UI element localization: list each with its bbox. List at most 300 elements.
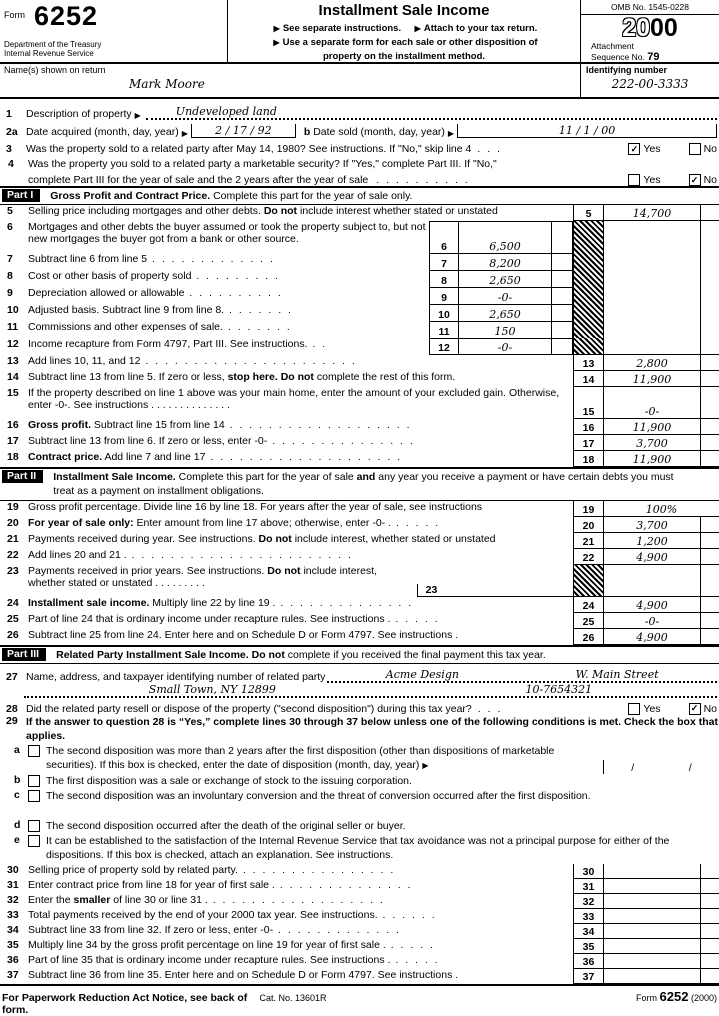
line-25-value: -0-: [644, 614, 660, 628]
attachment-label: Attachment: [591, 41, 634, 51]
omb-number: OMB No. 1545-0228: [581, 0, 719, 15]
line-35-box-number: 35: [573, 939, 603, 954]
line-37-row: [0, 969, 719, 984]
line-26-amount-field[interactable]: [603, 629, 700, 645]
line-34-dots: . . . . . . . . . . . . .: [273, 923, 401, 936]
bold-text: Do not: [263, 205, 298, 218]
line-28-yes-label: Yes: [643, 702, 661, 715]
line-33-number: 33: [7, 908, 19, 921]
line-17-label: Subtract line 13 from line 6. If zero or less, enter -0- . . . . . . . . . . . . . . .: [28, 435, 415, 448]
form-title: Installment Sale Income: [318, 2, 490, 19]
line-34-row: [0, 924, 719, 939]
line-6-outer-cents-field[interactable]: [700, 221, 719, 253]
line-32-box-number: 32: [573, 894, 603, 909]
part-1-heading: [50, 189, 719, 203]
line-34-number: 34: [7, 923, 19, 936]
line-29-label: If the answer to question 28 is “Yes,” complete lines 30 through 37 below unless one of the following conditions is met. Check the box that applies.: [26, 715, 718, 743]
line-8-value: 2,650: [489, 274, 521, 288]
agency-block: [4, 40, 101, 59]
line-11-outer-amount-field[interactable]: [603, 321, 700, 338]
line-26-label: Subtract line 25 from line 24. Enter here and on Schedule D or Form 4797. See instructions .: [28, 628, 459, 641]
line-27-field-1[interactable]: [327, 668, 717, 683]
line-36-dots: . . . . .: [390, 953, 440, 966]
agency-line2: Internal Revenue Service: [4, 49, 94, 59]
line-3-no-label: No: [703, 143, 717, 155]
line-7-value: 8,200: [489, 257, 521, 271]
form-word: Form: [4, 10, 25, 20]
name-label: Name(s) shown on return: [4, 65, 106, 75]
right-arrow-icon: ▶: [134, 111, 141, 120]
line-6-cents-field[interactable]: [551, 221, 573, 253]
line-30-row: [0, 864, 719, 879]
footer-form-number: 6252: [659, 988, 689, 1004]
line-23-label: Payments received in prior years. See instructions. Do not include interest, whether stated or unstated . . . . . . . . .: [28, 564, 377, 589]
line-3-yes-label: Yes: [643, 143, 661, 155]
line-29e-text: It can be established to the satisfaction of the Internal Revenue Service that tax avoidance was not a principal purpose for either of the dispositions. If this box is checked, attach an explanation. See instructions.: [46, 834, 670, 862]
line-4-yes-checkbox[interactable]: [628, 174, 640, 186]
line-20-number: 20: [7, 516, 19, 529]
line-24-value: 4,900: [636, 598, 668, 612]
line-26-value: 4,900: [636, 630, 668, 644]
line-32-row: [0, 894, 719, 909]
line-3-label: Was the property sold to a related party after May 14, 1980? See instructions. If "No," skip line 4: [26, 143, 472, 155]
line-34-cents-field[interactable]: [700, 924, 719, 939]
line-7-cents-field[interactable]: [551, 253, 573, 270]
related-party-name: Acme Design: [385, 667, 459, 681]
part-3-bar: [0, 645, 719, 664]
line-21-label: Payments received during year. See instructions. Do not include interest, whether stated or unstated: [28, 532, 496, 545]
line-3-row: [0, 138, 719, 155]
line-29d-checkbox[interactable]: [28, 820, 40, 832]
part-1-rows: [0, 205, 719, 467]
line-25-amount-field[interactable]: [603, 613, 700, 629]
line-28-yes-checkbox[interactable]: [628, 703, 640, 715]
line-36-label: Part of line 35 that is ordinary income under recapture rules. See instructions . . . . . .: [28, 953, 440, 966]
line-28-dots: . . .: [477, 702, 503, 715]
line-4-row: [0, 155, 719, 186]
line-17-box-number: 17: [573, 435, 603, 451]
line-8-amount-field[interactable]: [459, 270, 551, 287]
line-13-box-number: 13: [573, 355, 603, 371]
identifying-number-field[interactable]: 222-00-3333: [611, 77, 689, 91]
part-3-heading: [56, 648, 719, 662]
line-21-box-number: 21: [573, 533, 603, 549]
form-header: [0, 0, 719, 64]
line-25-box-number: 25: [573, 613, 603, 629]
right-arrow-icon: ▶: [414, 24, 421, 33]
line-5-cents-field[interactable]: [700, 205, 719, 221]
line-32-cents-field[interactable]: [700, 894, 719, 909]
line-5-value: 14,700: [632, 207, 672, 221]
line-14-number: 14: [7, 371, 19, 384]
line-36-amount-field[interactable]: [603, 954, 700, 969]
line-17-dots: . . . . . . . . . . . . . . .: [267, 435, 415, 448]
line-14-cents-field[interactable]: [700, 371, 719, 387]
line-37-label: Subtract line 36 from line 35. Enter here and on Schedule D or Form 4797. See instructions .: [28, 968, 459, 981]
bullet-2: Attach to your tax return.: [423, 23, 538, 34]
line-29b-letter: b: [14, 773, 21, 786]
checkmark-icon: ✓: [630, 143, 639, 154]
line-9-amount-field[interactable]: [459, 287, 551, 304]
line-24-cents-field[interactable]: [700, 597, 719, 613]
attachment-block: [581, 41, 719, 64]
line-16-amount-field[interactable]: [603, 419, 700, 435]
line-13-row: [0, 355, 719, 371]
line-17-amount-field[interactable]: [603, 435, 700, 451]
line-31-number: 31: [7, 878, 19, 891]
part-1-desc: Complete this part for the year of sale only.: [213, 190, 413, 202]
part-2-desc: Complete this part for the year of sale and any year you receive a payment or have certain debts you must treat as a payment on installment obligations.: [53, 471, 674, 498]
form-title-block: [228, 0, 580, 62]
line-1-field[interactable]: [146, 105, 717, 120]
line-7-outer-amount-field[interactable]: [603, 253, 700, 270]
checkmark-icon: ✓: [690, 703, 699, 714]
line-19-label: Gross profit percentage. Divide line 16 by line 18. For years after the year of sale, see instructions: [28, 500, 483, 513]
line-18-value: 11,900: [632, 453, 672, 467]
line-16-dots: . . . . . . . . . . . . . . . . . . .: [224, 419, 412, 432]
line-18-amount-field[interactable]: [603, 451, 700, 467]
line-12-number: 12: [7, 338, 19, 351]
line-11-outer-box-number: [573, 321, 603, 338]
right-arrow-icon: ▶: [273, 37, 280, 47]
bullet-3: Use a separate form for each sale or other disposition of: [282, 36, 538, 48]
line-31-amount-field[interactable]: [603, 879, 700, 894]
line-36-number: 36: [7, 953, 19, 966]
line-37-cents-field[interactable]: [700, 969, 719, 984]
line-21-cents-field[interactable]: [700, 533, 719, 549]
line-8-row: [0, 270, 719, 287]
line-12-dots: . .: [307, 338, 328, 351]
line-11-number: 11: [7, 321, 19, 334]
line-26-cents-field[interactable]: [700, 629, 719, 645]
line-29e-checkbox[interactable]: [28, 835, 40, 847]
line-15-number: 15: [7, 387, 19, 400]
footer-form-year: (2000): [690, 992, 717, 1003]
line-16-cents-field[interactable]: [700, 419, 719, 435]
line-18-number: 18: [7, 451, 19, 464]
line-5-number: 5: [7, 205, 13, 218]
footer-form-word: Form: [636, 992, 658, 1003]
line-12-cents-field[interactable]: [551, 338, 573, 355]
line-23-outer-cents-field[interactable]: [700, 565, 719, 597]
bold-text: Gross profit.: [28, 419, 92, 432]
part-3-title: Related Party Installment Sale Income.: [56, 648, 249, 661]
line-3-no-checkbox[interactable]: [689, 143, 701, 155]
bold-text: and: [356, 471, 376, 484]
date-acquired-field[interactable]: 2 / 17 / 92: [191, 124, 296, 138]
line-30-amount-field[interactable]: [603, 864, 700, 879]
line-14-amount-field[interactable]: [603, 371, 700, 387]
line-10-amount-field[interactable]: [459, 304, 551, 321]
line-24-amount-field[interactable]: [603, 597, 700, 613]
line-29c-letter: c: [14, 788, 20, 801]
line-19-amount-field[interactable]: [603, 501, 719, 517]
line-23-outer-amount-field[interactable]: [603, 565, 700, 597]
line-34-box-number: 34: [573, 924, 603, 939]
line-5-box-number: 5: [573, 205, 603, 221]
tax-year: [581, 16, 719, 41]
line-2b-number: b: [303, 126, 311, 138]
line-26-row: [0, 629, 719, 645]
line-7-dots: . . . . . . . . . . . . .: [147, 253, 275, 266]
line-13-cents-field[interactable]: [700, 355, 719, 371]
line-17-cents-field[interactable]: [700, 435, 719, 451]
line-30-label: Selling price of property sold by related party. . . . . . . . . . . . . . . . .: [28, 863, 396, 876]
line-25-row: [0, 613, 719, 629]
related-party-tin: 10-7654321: [525, 682, 593, 696]
line-6-row: [0, 221, 719, 253]
line-36-row: [0, 954, 719, 969]
line-6-outer-amount-field[interactable]: [603, 221, 700, 253]
line-6-outer-box-number: [573, 221, 603, 253]
line-7-outer-cents-field[interactable]: [700, 253, 719, 270]
line-35-label: Multiply line 34 by the gross profit percentage on line 19 for year of first sale . . . . . .: [28, 938, 435, 951]
line-14-box-number: 14: [573, 371, 603, 387]
line-16-box-number: 16: [573, 419, 603, 435]
line-22-amount-field[interactable]: [603, 549, 700, 565]
line-6-amount-field[interactable]: [459, 221, 551, 253]
line-31-box-number: 31: [573, 879, 603, 894]
name-row: [0, 64, 719, 99]
line-33-dots: . . . . . .: [377, 908, 437, 921]
line-17-row: [0, 435, 719, 451]
line-13-number: 13: [7, 355, 19, 368]
line-29e-letter: e: [14, 833, 20, 846]
line-14-value: 11,900: [632, 373, 672, 387]
line-1-number: 1: [6, 108, 12, 120]
line-35-amount-field[interactable]: [603, 939, 700, 954]
bullet-1: See separate instructions.: [282, 23, 402, 34]
line-23-outer-box-number: [573, 565, 603, 597]
line-15-box-number: 15: [573, 387, 603, 419]
line-29c-text: The second disposition was an involuntary conversion and the threat of conversion occurred after the first disposition.: [46, 789, 591, 802]
line-13-dots: . . . . . . . . . . . . . . . . . . . . . .: [140, 355, 357, 368]
right-arrow-icon: ▶: [422, 761, 429, 771]
line-22-number: 22: [7, 548, 19, 561]
form-number: 6252: [34, 1, 99, 31]
line-11-amount-field[interactable]: [459, 321, 551, 338]
line-10-box-number: 10: [429, 304, 459, 321]
line-8-outer-cents-field[interactable]: [700, 270, 719, 287]
line-24-dots: . . . . . . . . . . . . . .: [275, 596, 414, 609]
line-11-cents-field[interactable]: [551, 321, 573, 338]
line-6-label: Mortgages and other debts the buyer assumed or took the property subject to, but not new mortgages the buyer got from a bank or other source.: [28, 221, 426, 246]
line-12-amount-field[interactable]: [459, 338, 551, 355]
line-22-value: 4,900: [636, 550, 668, 564]
line-11-outer-cents-field[interactable]: [700, 321, 719, 338]
line-18-dots: . . . . . . . . . . . . . . . . . . . .: [205, 451, 403, 464]
line-24-number: 24: [7, 596, 19, 609]
line-12-outer-amount-field[interactable]: [603, 338, 700, 355]
line-32-amount-field[interactable]: [603, 894, 700, 909]
line-29a-checkbox[interactable]: [28, 745, 40, 757]
line-9-label: Depreciation allowed or allowable . . . . . . . . . .: [28, 287, 283, 300]
line-29a-date-field[interactable]: [603, 760, 719, 774]
line-27-number: 27: [6, 670, 18, 683]
line-36-box-number: 36: [573, 954, 603, 969]
line-3-yes-checkbox[interactable]: [628, 143, 640, 155]
line-3-dots: . . .: [477, 143, 502, 155]
line-15-value: -0-: [644, 405, 660, 419]
line-13-amount-field[interactable]: [603, 355, 700, 371]
bold-text: Installment sale income.: [28, 596, 150, 609]
line-11-box-number: 11: [429, 321, 459, 338]
checkmark-icon: ✓: [690, 174, 699, 185]
line-24-row: [0, 597, 719, 613]
line-30-box-number: 30: [573, 864, 603, 879]
line-1-label: Description of property: [26, 108, 132, 120]
line-20-box-number: 20: [573, 517, 603, 533]
line-29c-row: [0, 789, 719, 819]
agency-line1: Department of the Treasury: [4, 39, 102, 49]
line-2-row: [0, 120, 719, 138]
line-35-cents-field[interactable]: [700, 939, 719, 954]
line-8-outer-amount-field[interactable]: [603, 270, 700, 287]
line-7-box-number: 7: [429, 253, 459, 270]
line-30-dots: . . . . . . . . . . . . . . . .: [237, 863, 396, 876]
bold-text: smaller: [73, 893, 111, 906]
line-14-label: Subtract line 13 from line 5. If zero or less, stop here. Do not complete the rest of this form.: [28, 371, 456, 384]
line-2a-label: Date acquired (month, day, year): [26, 126, 179, 138]
line-29d-text: The second disposition occurred after the death of the original seller or buyer.: [46, 819, 406, 832]
bold-text: Contract price.: [28, 451, 103, 464]
line-18-cents-field[interactable]: [700, 451, 719, 467]
line-8-cents-field[interactable]: [551, 270, 573, 287]
line-19-number: 19: [7, 500, 19, 513]
line-9-outer-amount-field[interactable]: [603, 287, 700, 304]
line-22-label: Add lines 20 and 21 . . . . . . . . . . . . . . . . . . . . . . . .: [28, 548, 353, 561]
line-9-row: [0, 287, 719, 304]
line-31-label: Enter contract price from line 18 for year of first sale . . . . . . . . . . . . . . .: [28, 878, 413, 891]
line-15-cents-field[interactable]: [700, 387, 719, 419]
line-29e-row: [0, 834, 719, 864]
line-15-amount-field[interactable]: [603, 387, 700, 419]
line-7-label: Subtract line 6 from line 5 . . . . . . . . . . . . .: [28, 253, 275, 266]
line-20-value: 3,700: [636, 518, 668, 532]
line-3-number: 3: [6, 143, 12, 155]
line-4-dots: . . . . . . . . . .: [376, 174, 470, 186]
line-9-outer-box-number: [573, 287, 603, 304]
line-11-dots: . . . . . . .: [222, 321, 292, 334]
line-14-row: [0, 371, 719, 387]
part-2-heading: [53, 470, 693, 498]
line-15-label: If the property described on line 1 above was your main home, enter the amount of your excluded gain. Otherwise, enter -0-. See instructions . . . . . . . . . . . . . .: [28, 387, 560, 412]
line-19-row: [0, 501, 719, 517]
line-5-amount-field[interactable]: [603, 205, 700, 221]
line-21-number: 21: [7, 532, 19, 545]
line-12-label: Income recapture from Form 4797, Part III. See instructions. . .: [28, 338, 328, 351]
line-24-box-number: 24: [573, 597, 603, 613]
line-25-cents-field[interactable]: [700, 613, 719, 629]
line-4-no-checkbox[interactable]: [689, 174, 701, 186]
line-4-yes-label: Yes: [643, 174, 661, 186]
line-21-value: 1,200: [636, 534, 668, 548]
line-10-outer-amount-field[interactable]: [603, 304, 700, 321]
part-2-rows: [0, 501, 719, 645]
sequence-label: Sequence No.: [591, 52, 645, 63]
part-2-tag: Part II: [2, 470, 43, 483]
line-6-box-number: 6: [429, 221, 459, 253]
line-22-cents-field[interactable]: [700, 549, 719, 565]
line-23-number: 23: [7, 564, 19, 577]
line-29a-letter: a: [14, 743, 20, 756]
line-2b-label: Date sold (month, day, year): [313, 126, 445, 138]
line-27-field-2[interactable]: [24, 683, 717, 698]
line-30-number: 30: [7, 863, 19, 876]
form-number-block: [0, 0, 228, 62]
line-15-row: [0, 387, 719, 419]
line-31-cents-field[interactable]: [700, 879, 719, 894]
part-2-title: Installment Sale Income.: [53, 471, 176, 484]
line-1-value: Undeveloped land: [175, 105, 277, 118]
line-34-label: Subtract line 33 from line 32. If zero or less, enter -0- . . . . . . . . . . . . .: [28, 923, 401, 936]
line-29c-checkbox[interactable]: [28, 790, 40, 802]
line-36-cents-field[interactable]: [700, 954, 719, 969]
line-8-label: Cost or other basis of property sold . . . . . . . . .: [28, 270, 280, 283]
line-29-row: [0, 715, 719, 744]
date-sold-field[interactable]: 11 / 1 / 00: [457, 124, 717, 138]
line-29b-checkbox[interactable]: [28, 775, 40, 787]
line-17-number: 17: [7, 435, 19, 448]
line-31-dots: . . . . . . . . . . . . . .: [274, 878, 413, 891]
line-33-cents-field[interactable]: [700, 909, 719, 924]
line-9-outer-cents-field[interactable]: [700, 287, 719, 304]
line-23-row: [0, 565, 719, 597]
line-7-number: 7: [7, 253, 13, 266]
form-bullets: [228, 22, 580, 63]
line-10-row: [0, 304, 719, 321]
line-21-row: [0, 533, 719, 549]
name-field[interactable]: Mark Moore: [129, 77, 205, 91]
line-2a-number: 2a: [6, 126, 18, 138]
line-37-box-number: 37: [573, 969, 603, 984]
part-1-tag: Part I: [2, 189, 40, 202]
part-1-bar: [0, 186, 719, 205]
line-4-label-2: complete Part III for the year of sale and the 2 years after the year of sale: [28, 174, 369, 186]
line-37-amount-field[interactable]: [603, 969, 700, 984]
line-10-outer-cents-field[interactable]: [700, 304, 719, 321]
line-29b-row: [0, 774, 719, 789]
line-10-cents-field[interactable]: [551, 304, 573, 321]
line-29-number: 29: [6, 714, 18, 727]
line-33-amount-field[interactable]: [603, 909, 700, 924]
line-12-outer-box-number: [573, 338, 603, 355]
footer-cat-number: Cat. No. 13601R: [259, 992, 327, 1003]
name-block: [0, 64, 580, 97]
line-34-amount-field[interactable]: [603, 924, 700, 939]
line-19-value: 100%: [645, 502, 678, 516]
related-party-street: W. Main Street: [575, 667, 659, 681]
line-20-amount-field[interactable]: [603, 517, 700, 533]
line-8-outer-box-number: [573, 270, 603, 287]
line-30-cents-field[interactable]: [700, 864, 719, 879]
line-35-row: [0, 939, 719, 954]
line-20-cents-field[interactable]: [700, 517, 719, 533]
line-7-amount-field[interactable]: [459, 253, 551, 270]
line-9-cents-field[interactable]: [551, 287, 573, 304]
line-28-no-checkbox[interactable]: [689, 703, 701, 715]
line-33-label: Total payments received by the end of your 2000 tax year. See instructions. . . . . . .: [28, 908, 437, 921]
line-4-no-label: No: [703, 174, 717, 186]
form-footer: [0, 984, 719, 1016]
line-29b-text: The first disposition was a sale or exchange of stock to the issuing corporation.: [46, 774, 412, 787]
line-12-outer-cents-field[interactable]: [700, 338, 719, 355]
line-21-amount-field[interactable]: [603, 533, 700, 549]
line-18-row: [0, 451, 719, 467]
line-11-row: [0, 321, 719, 338]
line-32-label: Enter the smaller of line 30 or line 31 . . . . . . . . . . . . . . . . . . .: [28, 893, 385, 906]
line-8-box-number: 8: [429, 270, 459, 287]
